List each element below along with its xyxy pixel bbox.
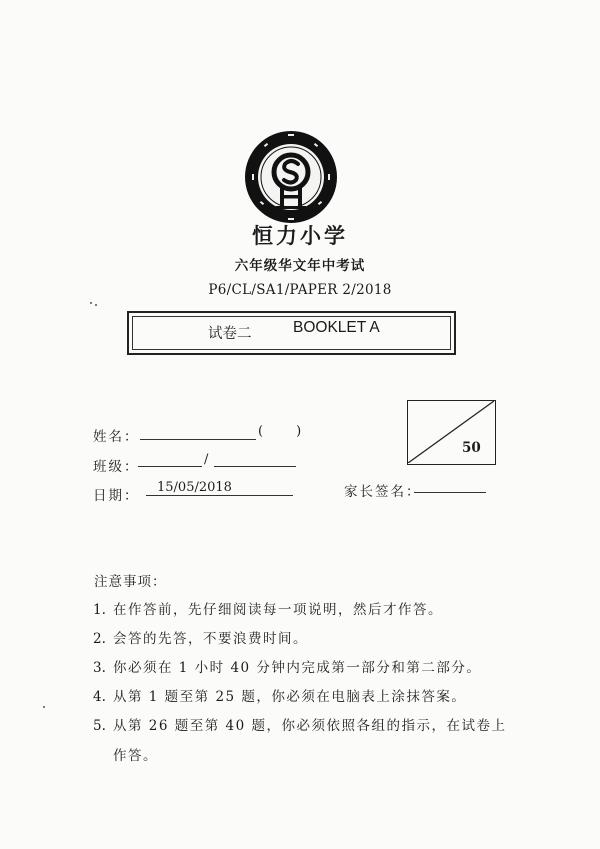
instruction-item-4 <box>93 685 466 705</box>
scan-speck <box>95 304 97 306</box>
score-box <box>407 400 496 465</box>
date-value: 15/05/2018 <box>157 480 232 495</box>
instruction-item-2 <box>93 627 308 647</box>
score-diagonal-line <box>408 401 494 463</box>
instruction-number: 2. <box>93 631 106 647</box>
date-line <box>146 495 293 496</box>
instruction-item-1 <box>93 598 443 618</box>
class-line-2[interactable] <box>214 466 296 467</box>
instruction-number: 5. <box>93 718 106 734</box>
instruction-number: 1. <box>93 602 106 618</box>
instruction-number: 4. <box>93 689 106 705</box>
instructions-title: 注意事项： <box>94 574 167 590</box>
scan-speck <box>90 302 92 304</box>
instruction-text: 从第 26 题至第 40 题，你必须依照各组的指示，在试卷上 <box>113 718 507 734</box>
school-crest-icon <box>242 128 340 226</box>
booklet-box-inner-border <box>132 316 451 350</box>
instruction-text: 在作答前，先仔细阅读每一项说明，然后才作答。 <box>113 602 443 618</box>
name-label: 姓名： <box>93 429 140 445</box>
instruction-text: 从第 1 题至第 25 题，你必须在电脑表上涂抹答案。 <box>113 689 467 705</box>
booklet-label-en: BOOKLET A <box>293 319 380 336</box>
date-label: 日期： <box>93 488 140 504</box>
exam-title: 六年级华文年中考试 <box>234 258 366 274</box>
instruction-number: 3. <box>93 660 106 676</box>
instruction-item-5 <box>93 714 507 734</box>
class-line-1[interactable] <box>138 466 202 467</box>
index-number-paren: ( ) <box>258 424 302 439</box>
exam-code: P6/CL/SA1/PAPER 2/2018 <box>208 282 392 298</box>
instruction-text: 你必须在 1 小时 40 分钟内完成第一部分和第二部分。 <box>113 660 482 676</box>
instruction-item-3 <box>93 656 481 676</box>
booklet-box <box>127 311 456 355</box>
instruction-text: 会答的先答，不要浪费时间。 <box>113 631 308 647</box>
instruction-item-5-continued: 作答。 <box>113 748 158 764</box>
parent-signature-label: 家长签名： <box>344 484 422 500</box>
scan-speck <box>43 706 45 708</box>
paper-label-cn: 试卷二 <box>208 326 252 342</box>
name-line[interactable] <box>140 439 256 440</box>
class-separator: / <box>204 452 209 467</box>
class-label: 班级： <box>93 459 140 475</box>
parent-signature-line[interactable] <box>414 492 486 493</box>
score-total: 50 <box>462 440 481 456</box>
school-name: 恒力小学 <box>252 223 348 248</box>
